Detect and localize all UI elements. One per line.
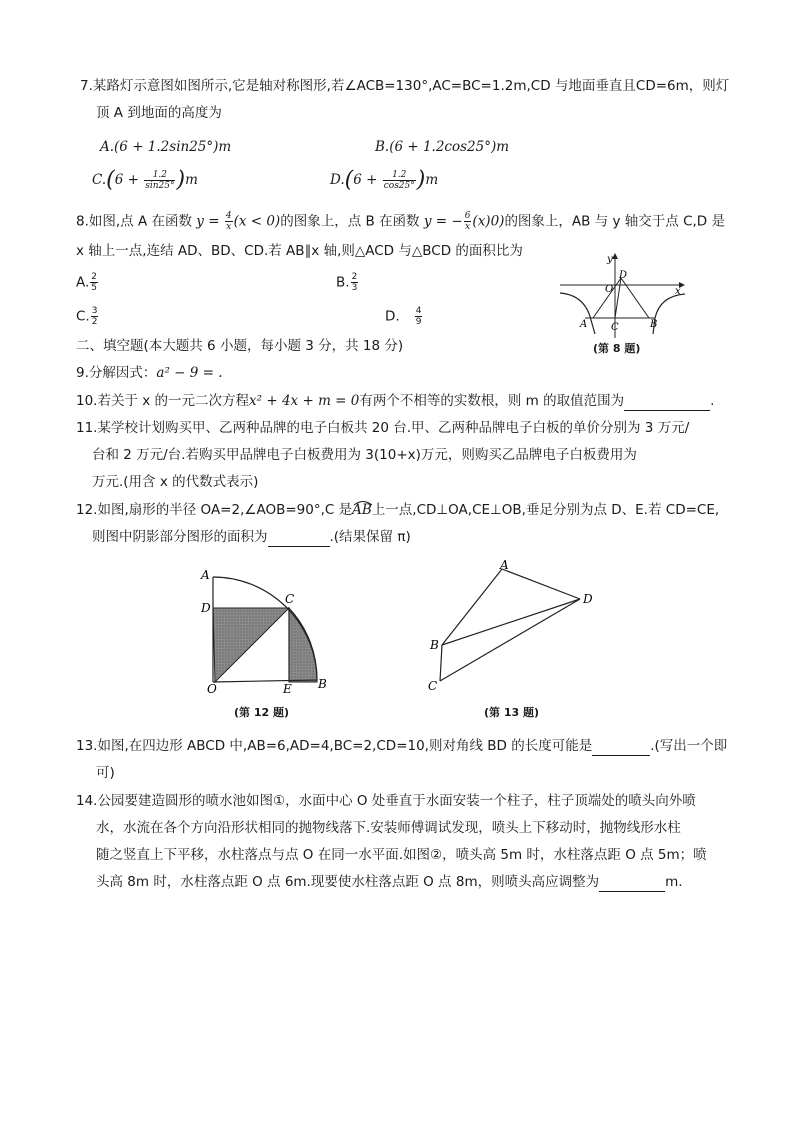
q8-label-y: y: [607, 254, 613, 265]
q8-figure: [555, 250, 690, 340]
q8-line-1: 8.如图,点 A 在函数 y = $\frac{4}{x}$ (x < 0)的图象上，点 B 在函数 y = − $\frac{6}{x}$ (x)0)的图象上，AB 与 y 轴交于点 C,D 是: [76, 211, 725, 232]
q8-curve-left: [560, 293, 595, 334]
q8-label-d: D: [619, 270, 628, 281]
q14-line-1: 14.公园要建造圆形的喷水池如图①，水面中心 O 处垂直于水面安装一个柱子，柱子顶端处的喷头向外喷: [76, 793, 696, 809]
q8-segment-cd: [615, 278, 621, 318]
q12-figure: [195, 565, 345, 700]
q8-option-b: B. $\frac{2}{3}$: [336, 272, 358, 293]
q10-line: 10.若关于 x 的一元二次方程x² + 4x + m = 0有两个不相等的实数根，则 m 的取值范围为 .: [76, 393, 715, 409]
q12-label-d: D: [201, 601, 211, 615]
q8-label-b: B: [650, 319, 658, 330]
q13-label-a: A: [500, 558, 509, 572]
q11-line-1: 11.某学校计划购买甲、乙两种品牌的电子白板共 20 台.甲、乙两种品牌电子白板的单价分别为 3 万元/: [76, 420, 690, 436]
q12-arc-ab: AB: [352, 502, 372, 518]
q13-segment-cd: [440, 599, 580, 681]
q13-figure: [420, 555, 605, 695]
q13-segment-bc: [440, 645, 442, 681]
q14-answer-blank[interactable]: [599, 873, 665, 892]
q13-line-1: 13.如图,在四边形 ABCD 中,AB=6,AD=4,BC=2,CD=10,则对角线 BD 的长度可能是 .(写出一个即: [76, 738, 728, 754]
q13-label-b: B: [430, 638, 439, 652]
q7-line-2: 顶 A 到地面的高度为: [96, 105, 222, 121]
q14-line-4: 头高 8m 时，水柱落点距 O 点 6m.现要使水柱落点距 O 点 8m，则喷头高应调整为 m.: [96, 874, 683, 890]
q8-option-c: C. $\frac{3}{2}$: [76, 306, 98, 327]
q12-label-e: E: [283, 682, 292, 696]
q13-segment-ab: [442, 569, 502, 645]
q7-option-d: D.(6 + $\frac{1.2}{\cos 25^\circ}$ )m: [330, 167, 439, 193]
q12-arc-mark: [352, 498, 374, 506]
q12-label-o: O: [207, 682, 217, 696]
q13-answer-blank[interactable]: [592, 737, 650, 756]
q11-line-3: 万元.(用含 x 的代数式表示): [92, 474, 259, 490]
q13-line-2: 可): [96, 765, 115, 781]
q8-label-a: A: [580, 319, 588, 330]
q12-label-b: B: [318, 677, 327, 691]
q12-answer-blank[interactable]: [268, 528, 330, 547]
q13-label-d: D: [583, 592, 593, 606]
q13-caption: (第 13 题): [484, 706, 540, 719]
q12-line-2: 则图中阴影部分图形的面积为 .(结果保留 π): [92, 529, 411, 545]
q8-option-a: A. $\frac{2}{5}$: [76, 272, 98, 293]
q12-shaded-triangle: [213, 608, 289, 682]
q8-label-c: C: [611, 322, 619, 333]
q12-shaded-segment: [289, 608, 317, 682]
q8-option-d: D. $\frac{4}{9}$: [385, 306, 422, 327]
q9-line: 9.分解因式：a² − 9 = .: [76, 365, 223, 381]
q7-line-1: 7.某路灯示意图如图所示,它是轴对称图形,若∠ACB=130°,AC=BC=1.2m,CD 与地面垂直且CD=6m，则灯: [80, 78, 730, 94]
q8-label-x: x: [675, 286, 681, 297]
q14-line-3: 随之竖直上下平移，水柱落点与点 O 在同一水平面.如图②，喷头高 5m 时，水柱落点距 O 点 5m；喷: [96, 847, 707, 863]
q11-line-2: 台和 2 万元/台.若购买甲品牌电子白板费用为 3(10+x)万元，则购买乙品牌电子白板费用为: [92, 447, 637, 463]
q14-line-2: 水，水流在各个方向沿形状相同的抛物线落下.安装师傅调试发现，喷头上下移动时，抛物线形水柱: [96, 820, 681, 836]
section-2-heading: 二、填空题(本大题共 6 小题，每小题 3 分，共 18 分): [76, 338, 404, 354]
q8-y-arrow: [612, 253, 618, 259]
q8-curve-right: [653, 294, 685, 334]
q12-label-a: A: [201, 568, 210, 582]
q12-line-1: 12.如图,扇形的半径 OA=2,∠AOB=90°,C 是 AB上一点,CD⊥OA,CE⊥OB,垂足分别为点 D、E.若 CD=CE,: [76, 501, 719, 519]
q12-caption: (第 12 题): [234, 706, 290, 719]
q7-option-a: A.(6 + 1.2sin25°)m: [100, 139, 232, 155]
q8-caption: (第 8 题): [593, 342, 641, 355]
q13-label-c: C: [428, 679, 438, 693]
q7-option-b: B.(6 + 1.2cos25°)m: [375, 139, 510, 155]
q7-option-c: C.(6 + $\frac{1.2}{\sin 25^\circ}$ )m: [92, 167, 198, 193]
q13-segment-ad: [502, 569, 580, 599]
q13-diagonal-bd: [442, 599, 580, 645]
q12-label-c: C: [285, 592, 295, 606]
q8-label-o: O: [605, 284, 614, 295]
q8-line-2: x 轴上一点,连结 AD、BD、CD.若 AB∥x 轴,则△ACD 与△BCD 的面积比为: [76, 243, 523, 259]
q10-answer-blank[interactable]: [624, 392, 710, 411]
q8-segment-bd: [621, 278, 649, 318]
